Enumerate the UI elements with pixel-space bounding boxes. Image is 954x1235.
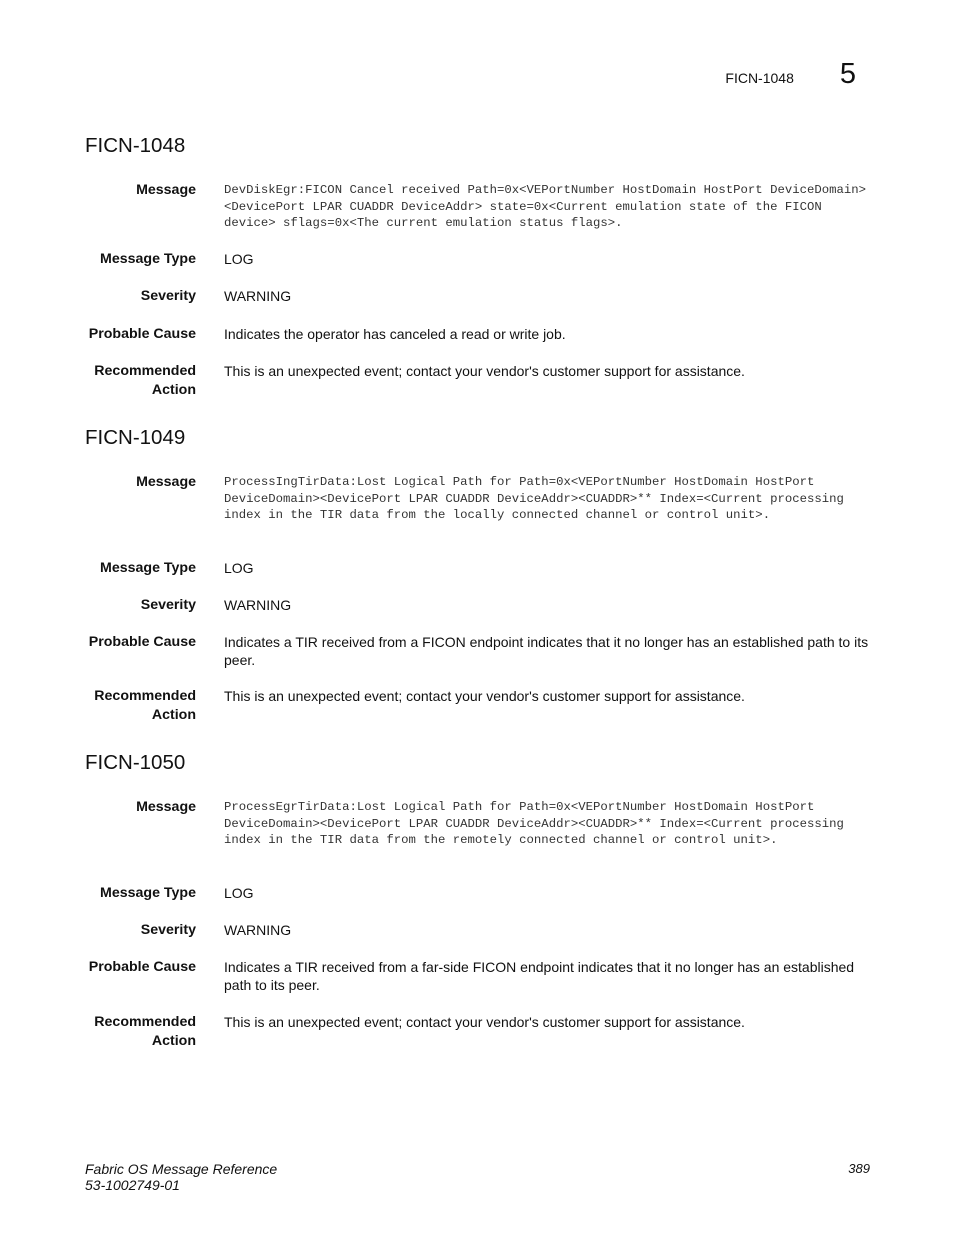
severity-label: Severity — [140, 597, 196, 613]
recommended-label-line1: Recommended — [94, 1014, 196, 1030]
message-label: Message — [136, 799, 196, 815]
recommended-action-label — [94, 687, 196, 725]
message-label: Message — [136, 182, 196, 198]
probable-cause-value: Indicates a TIR received from a far-side FICON endpoint indicates that it no longer has an established path to its peer. — [224, 959, 855, 993]
recommended-label-line1: Recommended — [94, 363, 196, 379]
message-value: ProcessEgrTirData:Lost Logical Path for Path=0x<VEPortNumber HostDomain HostPort DeviceDomain><DevicePort LPAR CUADDR DeviceAddr><CUADDR>** Index=<Current processing index in the TIR data from the remotely connected channel or control unit>. — [224, 800, 844, 847]
footer-doc-info — [85, 1161, 277, 1193]
recommended-label-line2: Action — [151, 382, 196, 398]
message-type-label: Message Type — [100, 251, 196, 267]
message-type-label: Message Type — [100, 885, 196, 901]
recommended-action-value: This is an unexpected event; contact your vendor's customer support for assistance. — [224, 688, 745, 704]
message-type-value: LOG — [224, 885, 254, 901]
recommended-action-label — [94, 1013, 196, 1051]
page-number: 389 — [848, 1161, 870, 1176]
severity-label: Severity — [140, 922, 196, 938]
severity-value: WARNING — [224, 922, 292, 938]
probable-cause-label: Probable Cause — [88, 326, 196, 342]
severity-value: WARNING — [224, 288, 292, 304]
recommended-action-value: This is an unexpected event; contact your vendor's customer support for assistance. — [224, 1014, 745, 1030]
message-label: Message — [136, 474, 196, 490]
probable-cause-label: Probable Cause — [88, 959, 196, 975]
probable-cause-label: Probable Cause — [88, 634, 196, 650]
recommended-label-line2: Action — [151, 707, 196, 723]
message-value: ProcessIngTirData:Lost Logical Path for Path=0x<VEPortNumber HostDomain HostPort DeviceDomain><DevicePort LPAR CUADDR DeviceAddr><CUADDR>** Index=<Current processing index in the TIR data from the locally connected channel or control unit>. — [224, 475, 844, 522]
section-title: FICN-1048 — [85, 134, 186, 157]
probable-cause-value: Indicates the operator has canceled a read or write job. — [224, 326, 566, 342]
running-header — [725, 58, 856, 91]
probable-cause-value: Indicates a TIR received from a FICON endpoint indicates that it no longer has an established path to its peer. — [224, 634, 869, 668]
footer-doc-number: 53-1002749-01 — [85, 1177, 180, 1193]
severity-label: Severity — [140, 288, 196, 304]
section-title: FICN-1050 — [85, 751, 186, 774]
recommended-action-value: This is an unexpected event; contact your vendor's customer support for assistance. — [224, 363, 745, 379]
footer-doc-title: Fabric OS Message Reference — [85, 1161, 278, 1177]
message-value: DevDiskEgr:FICON Cancel received Path=0x<VEPortNumber HostDomain HostPort DeviceDomain><DevicePort LPAR CUADDR DeviceAddr> state=0x<Current emulation state of the FICON device> sflags=0x<The current emulation status flags>. — [224, 183, 867, 230]
chapter-number: 5 — [839, 58, 856, 90]
running-header-title: FICN-1048 — [725, 70, 794, 86]
recommended-action-label — [94, 362, 196, 400]
message-type-value: LOG — [224, 251, 254, 267]
section-title: FICN-1049 — [85, 426, 186, 449]
recommended-label-line1: Recommended — [94, 688, 196, 704]
message-type-value: LOG — [224, 560, 254, 576]
message-type-label: Message Type — [100, 560, 196, 576]
recommended-label-line2: Action — [151, 1033, 196, 1049]
severity-value: WARNING — [224, 597, 292, 613]
